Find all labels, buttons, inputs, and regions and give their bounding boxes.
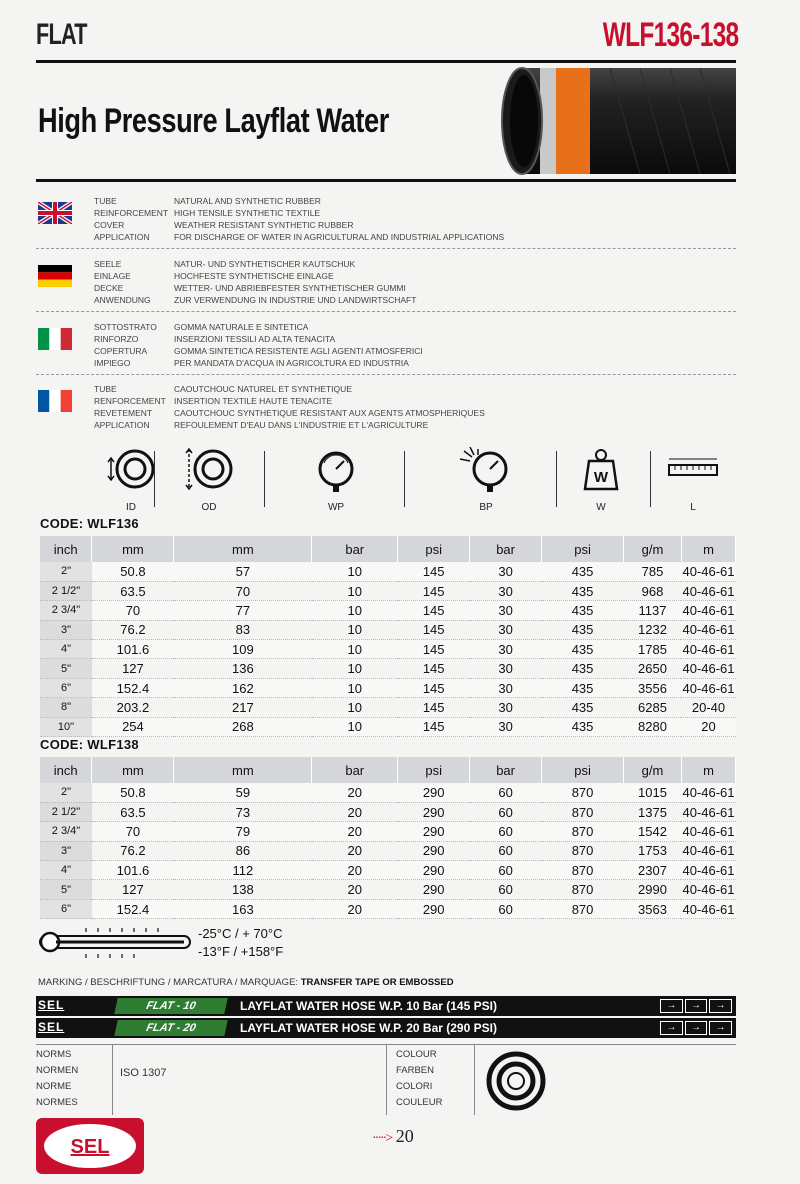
col-header: g/m — [624, 536, 682, 562]
table-cell: 435 — [542, 601, 624, 620]
lang-row: RINFORZO INSERZIONI TESSILI AD ALTA TENACITA — [94, 334, 336, 344]
col-header: bar — [470, 757, 542, 783]
arrow-right-icon: → — [660, 1021, 683, 1035]
black-colour-swatch-icon — [484, 1051, 548, 1111]
col-header: mm — [174, 536, 312, 562]
direction-arrows — [660, 999, 732, 1013]
arrow-right-icon: → — [709, 1021, 732, 1035]
lang-row: REINFORCEMENT HIGH TENSILE SYNTHETIC TEXTILE — [94, 208, 321, 218]
table-cell: 2 3/4" — [40, 601, 92, 620]
product-code: WLF136-138 — [602, 16, 738, 54]
svg-text:SEL: SEL — [70, 1136, 110, 1158]
table-cell: 112 — [174, 861, 312, 880]
table-cell: 30 — [470, 678, 542, 697]
marking-description: LAYFLAT WATER HOSE W.P. 20 Bar (290 PSI) — [240, 1021, 497, 1035]
id-label: ID — [126, 502, 136, 513]
table-cell: 20 — [312, 880, 398, 899]
table-cell: 435 — [542, 717, 624, 736]
table-cell: 20 — [312, 861, 398, 880]
w-label: W — [596, 502, 606, 513]
table-cell: 10 — [312, 562, 398, 581]
table-cell: 10" — [40, 717, 92, 736]
table-cell: 40-46-61 — [681, 659, 735, 678]
table-cell: 57 — [174, 562, 312, 581]
table-cell: 3563 — [624, 899, 682, 918]
table-cell: 1785 — [624, 640, 682, 659]
spec-icon-row — [36, 445, 736, 515]
sel-brand-mark: SEL — [38, 1020, 65, 1034]
lang-row: SOTTOSTRATO GOMMA NATURALE E SINTETICA — [94, 322, 309, 332]
table-header-row — [40, 536, 736, 562]
table-row — [40, 822, 736, 841]
table-cell: 40-46-61 — [681, 822, 735, 841]
lang-row: TUBE CAOUTCHOUC NATUREL ET SYNTHETIQUE — [94, 384, 352, 394]
table-row — [40, 841, 736, 860]
table-cell: 60 — [470, 783, 542, 802]
table-row — [40, 659, 736, 678]
table-cell: 30 — [470, 562, 542, 581]
thermometer-icon — [36, 924, 336, 964]
sel-brand-mark: SEL — [38, 998, 65, 1012]
table-cell: 83 — [174, 620, 312, 639]
table-cell: 1232 — [624, 620, 682, 639]
table-cell: 63.5 — [92, 802, 174, 821]
col-header: g/m — [624, 757, 682, 783]
table-cell: 254 — [92, 717, 174, 736]
table-cell: 10 — [312, 659, 398, 678]
marking-value: TRANSFER TAPE OR EMBOSSED — [300, 977, 454, 988]
table-cell: 70 — [92, 822, 174, 841]
table-cell: 152.4 — [92, 678, 174, 697]
table-cell: 6" — [40, 678, 92, 697]
lang-row: APPLICATION FOR DISCHARGE OF WATER IN AGRICULTURAL AND INDUSTRIAL APPLICATIONS — [94, 232, 505, 242]
hose-image — [500, 66, 736, 176]
table-cell: 5" — [40, 880, 92, 899]
table-cell: 10 — [312, 581, 398, 600]
table-cell: 73 — [174, 802, 312, 821]
lang-block-fr — [36, 376, 736, 438]
table-cell: 101.6 — [92, 640, 174, 659]
table-cell: 70 — [174, 581, 312, 600]
table-cell: 145 — [398, 640, 470, 659]
table-cell: 70 — [92, 601, 174, 620]
header-divider — [36, 60, 736, 63]
lang-row: ANWENDUNG ZUR VERWENDUNG IN INDUSTRIE UND LANDWIRTSCHAFT — [94, 295, 417, 305]
table-cell: 40-46-61 — [681, 899, 735, 918]
burst-pressure-icon — [416, 445, 556, 515]
page-number-text: 20 — [395, 1126, 414, 1146]
table-cell: 20 — [312, 783, 398, 802]
page-arrow-icon: ·····> — [372, 1131, 392, 1146]
table-cell: 3" — [40, 841, 92, 860]
table-cell: 870 — [542, 841, 624, 860]
table-cell: 136 — [174, 659, 312, 678]
lang-row: SEELE NATUR- UND SYNTHETISCHER KAUTSCHUK — [94, 259, 356, 269]
arrow-right-icon: → — [709, 999, 732, 1013]
table-cell: 40-46-61 — [681, 841, 735, 860]
de-flag-icon — [38, 265, 72, 287]
table-cell: 968 — [624, 581, 682, 600]
table-cell: 60 — [470, 841, 542, 860]
fr-flag-icon — [38, 390, 72, 412]
table-cell: 145 — [398, 659, 470, 678]
table-cell: 1137 — [624, 601, 682, 620]
table-cell: 60 — [470, 822, 542, 841]
table-cell: 20 — [681, 717, 735, 736]
table-cell: 4" — [40, 861, 92, 880]
table-cell: 1753 — [624, 841, 682, 860]
lang-row: COPERTURA GOMMA SINTETICA RESISTENTE AGLI AGENTI ATMOSFERICI — [94, 346, 423, 356]
col-header: psi — [398, 757, 470, 783]
lang-row: IMPIEGO PER MANDATA D'ACQUA IN AGRICOLTURA ED INDUSTRIA — [94, 358, 409, 368]
table-cell: 109 — [174, 640, 312, 659]
table-cell: 4" — [40, 640, 92, 659]
bp-label: BP — [479, 502, 493, 513]
table-cell: 10 — [312, 640, 398, 659]
table-cell: 290 — [398, 841, 470, 860]
table-cell: 40-46-61 — [681, 581, 735, 600]
table-row — [40, 581, 736, 600]
lang-block-en — [36, 188, 736, 250]
table-cell: 870 — [542, 899, 624, 918]
table-cell: 1375 — [624, 802, 682, 821]
table-cell: 86 — [174, 841, 312, 860]
category-label: FLAT — [36, 18, 87, 51]
table-cell: 145 — [398, 698, 470, 717]
table-cell: 2" — [40, 562, 92, 581]
arrow-right-icon: → — [685, 999, 708, 1013]
table-cell: 6" — [40, 899, 92, 918]
table-cell: 30 — [470, 659, 542, 678]
table-cell: 60 — [470, 861, 542, 880]
table-cell: 290 — [398, 880, 470, 899]
table-cell: 870 — [542, 802, 624, 821]
arrow-right-icon: → — [685, 1021, 708, 1035]
table-row — [40, 861, 736, 880]
lang-row: APPLICATION REFOULEMENT D'EAU DANS L'INDUSTRIE ET L'AGRICULTURE — [94, 420, 429, 430]
direction-arrows — [660, 1021, 732, 1035]
table-cell: 30 — [470, 698, 542, 717]
col-header: bar — [470, 536, 542, 562]
marking-bar — [36, 1018, 736, 1038]
table-code-label: CODE: WLF138 — [40, 737, 139, 752]
wp-label: WP — [327, 502, 345, 513]
table-cell: 30 — [470, 717, 542, 736]
table-row — [40, 620, 736, 639]
table-cell: 152.4 — [92, 899, 174, 918]
table-cell: 290 — [398, 783, 470, 802]
col-header: mm — [92, 757, 174, 783]
norm-value: ISO 1307 — [120, 1067, 167, 1079]
table-cell: 138 — [174, 880, 312, 899]
lang-row: REVETEMENT CAOUTCHOUC SYNTHETIQUE RESISTANT AUX AGENTS ATMOSPHERIQUES — [94, 408, 485, 418]
table-cell: 60 — [470, 880, 542, 899]
table-row — [40, 802, 736, 821]
lang-row: DECKE WETTER- UND ABRIEBFESTER SYNTHETISCHER GUMMI — [94, 283, 406, 293]
table-cell: 40-46-61 — [681, 620, 735, 639]
table-cell: 40-46-61 — [681, 678, 735, 697]
table-cell: 290 — [398, 822, 470, 841]
table-cell: 435 — [542, 620, 624, 639]
table-cell: 435 — [542, 640, 624, 659]
spec-table-wlf138 — [40, 757, 736, 919]
table-cell: 30 — [470, 620, 542, 639]
table-cell: 40-46-61 — [681, 861, 735, 880]
table-row — [40, 698, 736, 717]
table-cell: 203.2 — [92, 698, 174, 717]
table-cell: 127 — [92, 880, 174, 899]
temperature-celsius: -25°C / + 70°C — [198, 926, 283, 941]
table-cell: 6285 — [624, 698, 682, 717]
table-cell: 435 — [542, 678, 624, 697]
table-cell: 10 — [312, 717, 398, 736]
page-number — [372, 1126, 414, 1147]
table-cell: 5" — [40, 659, 92, 678]
table-cell: 145 — [398, 581, 470, 600]
flat-rating-tag: FLAT - 10 — [114, 998, 227, 1014]
col-header: psi — [542, 536, 624, 562]
table-cell: 20 — [312, 841, 398, 860]
temperature-fahrenheit: -13°F / +158°F — [198, 944, 284, 959]
table-cell: 2307 — [624, 861, 682, 880]
table-cell: 20 — [312, 802, 398, 821]
col-header: m — [681, 757, 735, 783]
marking-description: LAYFLAT WATER HOSE W.P. 10 Bar (145 PSI) — [240, 999, 497, 1013]
table-cell: 40-46-61 — [681, 802, 735, 821]
table-cell: 20 — [312, 899, 398, 918]
table-cell: 435 — [542, 698, 624, 717]
marking-line — [38, 977, 454, 988]
table-cell: 2 1/2" — [40, 802, 92, 821]
table-cell: 1542 — [624, 822, 682, 841]
norms-labels: NORMS NORMEN NORME NORMES — [36, 1049, 79, 1108]
table-cell: 8" — [40, 698, 92, 717]
table-cell: 290 — [398, 899, 470, 918]
table-cell: 145 — [398, 717, 470, 736]
table-cell: 268 — [174, 717, 312, 736]
table-cell: 79 — [174, 822, 312, 841]
svg-text:W: W — [593, 469, 609, 486]
table-cell: 2650 — [624, 659, 682, 678]
sel-logo — [36, 1118, 144, 1174]
lang-row: RENFORCEMENT INSERTION TEXTILE HAUTE TENACITE — [94, 396, 333, 406]
outer-diameter-icon — [154, 445, 264, 515]
table-cell: 10 — [312, 698, 398, 717]
col-header: mm — [174, 757, 312, 783]
table-cell: 77 — [174, 601, 312, 620]
title-divider — [36, 179, 736, 182]
table-cell: 435 — [542, 562, 624, 581]
col-header: inch — [40, 757, 92, 783]
arrow-right-icon: → — [660, 999, 683, 1013]
table-cell: 1015 — [624, 783, 682, 802]
table-row — [40, 783, 736, 802]
table-cell: 870 — [542, 783, 624, 802]
table-cell: 870 — [542, 880, 624, 899]
lang-row: EINLAGE HOCHFESTE SYNTHETISCHE EINLAGE — [94, 271, 334, 281]
col-header: inch — [40, 536, 92, 562]
it-flag-icon — [38, 328, 72, 350]
table-cell: 101.6 — [92, 861, 174, 880]
table-cell: 145 — [398, 620, 470, 639]
col-header: psi — [398, 536, 470, 562]
table-cell: 217 — [174, 698, 312, 717]
table-cell: 163 — [174, 899, 312, 918]
table-cell: 20 — [312, 822, 398, 841]
table-cell: 145 — [398, 678, 470, 697]
table-cell: 870 — [542, 822, 624, 841]
table-cell: 162 — [174, 678, 312, 697]
table-cell: 10 — [312, 601, 398, 620]
temperature-range — [198, 925, 283, 961]
table-cell: 50.8 — [92, 783, 174, 802]
table-cell: 50.8 — [92, 562, 174, 581]
col-header: psi — [542, 757, 624, 783]
l-label: L — [690, 502, 696, 513]
table-cell: 3556 — [624, 678, 682, 697]
table-cell: 290 — [398, 802, 470, 821]
table-cell: 2 1/2" — [40, 581, 92, 600]
table-cell: 63.5 — [92, 581, 174, 600]
length-ruler-icon — [650, 445, 736, 515]
lang-row: COVER WEATHER RESISTANT SYNTHETIC RUBBER — [94, 220, 354, 230]
col-header: bar — [312, 536, 398, 562]
col-header: mm — [92, 536, 174, 562]
table-cell: 10 — [312, 678, 398, 697]
table-cell: 40-46-61 — [681, 783, 735, 802]
page-title: High Pressure Layflat Water — [38, 102, 389, 140]
marking-label: MARKING / BESCHRIFTUNG / MARCATURA / MARQUAGE: — [38, 977, 299, 988]
table-code-label: CODE: WLF136 — [40, 516, 139, 531]
table-cell: 40-46-61 — [681, 562, 735, 581]
table-cell: 785 — [624, 562, 682, 581]
table-cell: 127 — [92, 659, 174, 678]
table-cell: 59 — [174, 783, 312, 802]
table-cell: 60 — [470, 802, 542, 821]
table-cell: 145 — [398, 601, 470, 620]
uk-flag-icon — [38, 202, 72, 224]
table-cell: 435 — [542, 581, 624, 600]
lang-block-de — [36, 251, 736, 313]
table-row — [40, 717, 736, 736]
table-cell: 2 3/4" — [40, 822, 92, 841]
pressure-gauge-icon — [276, 445, 396, 515]
table-cell: 40-46-61 — [681, 640, 735, 659]
table-row — [40, 601, 736, 620]
table-row — [40, 640, 736, 659]
lang-row: TUBE NATURAL AND SYNTHETIC RUBBER — [94, 196, 321, 206]
table-cell: 435 — [542, 659, 624, 678]
col-header: m — [681, 536, 735, 562]
table-cell: 870 — [542, 861, 624, 880]
table-cell: 3" — [40, 620, 92, 639]
lang-block-it — [36, 314, 736, 376]
col-header: bar — [312, 757, 398, 783]
table-cell: 30 — [470, 601, 542, 620]
spec-table-wlf136 — [40, 536, 736, 737]
marking-bar — [36, 996, 736, 1016]
table-cell: 30 — [470, 640, 542, 659]
table-cell: 290 — [398, 861, 470, 880]
table-cell: 30 — [470, 581, 542, 600]
table-cell: 145 — [398, 562, 470, 581]
table-cell: 76.2 — [92, 841, 174, 860]
norms-section — [36, 1044, 736, 1114]
table-row — [40, 880, 736, 899]
table-cell: 2" — [40, 783, 92, 802]
od-label: OD — [201, 502, 217, 513]
table-cell: 2990 — [624, 880, 682, 899]
table-row — [40, 678, 736, 697]
table-cell: 20-40 — [681, 698, 735, 717]
table-row — [40, 899, 736, 918]
table-cell: 10 — [312, 620, 398, 639]
table-cell: 40-46-61 — [681, 601, 735, 620]
table-cell: 60 — [470, 899, 542, 918]
table-cell: 40-46-61 — [681, 880, 735, 899]
weight-icon — [556, 445, 646, 515]
table-row — [40, 562, 736, 581]
table-cell: 8280 — [624, 717, 682, 736]
table-cell: 76.2 — [92, 620, 174, 639]
colour-labels: COLOUR FARBEN COLORI COULEUR — [396, 1049, 443, 1108]
table-header-row — [40, 757, 736, 783]
flat-rating-tag: FLAT - 20 — [114, 1020, 227, 1036]
